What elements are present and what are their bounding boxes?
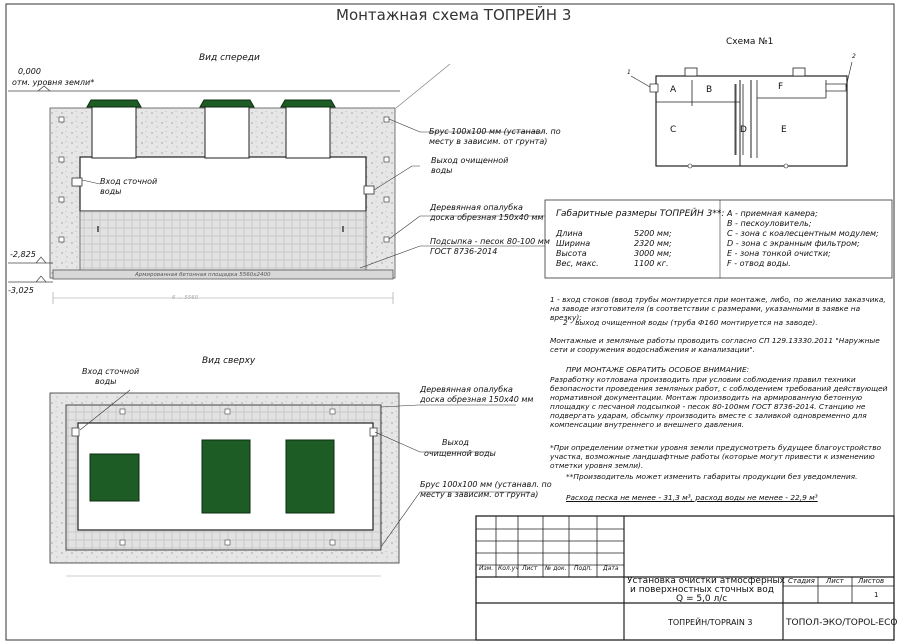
front-inlet-label-2: воды (100, 187, 122, 196)
level-2825: -2,825 (10, 250, 36, 259)
scheme-zone-e: E (781, 125, 787, 135)
top-formwork-label-1: Деревянная опалубка (420, 385, 513, 394)
scheme-zone-f: F (778, 82, 784, 92)
top-view-heading: Вид сверху (202, 356, 256, 366)
note-standards: Монтажные и земляные работы проводить согласно СП 129.13330.2011 "Наружные сети и сооружения водоснабжения и канализации". (550, 336, 880, 355)
top-inlet-label-1: Вход сточной (82, 367, 140, 376)
top-formwork-label-2: доска обрезная 150х40 мм (420, 395, 534, 404)
stamp-name: ТОПРЕЙН/TOPRAIN 3 (668, 618, 753, 627)
top-beam-label-1: Брус 100х100 мм (устанавл. по (420, 480, 552, 489)
note-inlet: 1 - вход стоков (ввод трубы монтируется при монтаже, либо, по желанию заказчика, на заводе изготовителя (в соответствии с размерами, указанными в заявке на врезку); (550, 295, 886, 323)
dims-label-1: Ширина (556, 239, 591, 248)
front-formwork-label-2: доска обрезная 150х40 мм (430, 213, 544, 222)
hatch-plan-1 (90, 454, 139, 501)
scheme-zone-d: D (740, 125, 747, 135)
page-title: Монтажная схема ТОПРЕЙН 3 (336, 6, 572, 24)
stamp-stage: Стадия (788, 577, 815, 585)
legend-d: D - зона с экранным фильтром; (727, 239, 860, 248)
front-inlet-label-1: Вход сточной (100, 177, 158, 186)
scheme-zone-a: A (670, 85, 677, 95)
front-view-heading: Вид спереди (199, 53, 260, 63)
legend-b: B - пескоуловитель; (727, 219, 812, 228)
note-attention-body: Разработку котлована производить при условии соблюдения правил техники безопасности проведения земляных работ, с соблюдением требований действующей нормативной документации. Монтаж производить на армированную бетонную площадку с песчаной подсыпкой - песок 80-100мм ГОСТ 8736-2014. Станцию не подвергать ударам, обсыпку производить вместе с заливкой одновременно для компенсации внутреннего и внешнего давления. (550, 375, 888, 430)
legend-c: C - зона с коалесцентным модулем; (727, 229, 879, 238)
scheme-zone-b: B (706, 85, 713, 95)
note-outlet: 2 - выход очищенной воды (труба Ф160 монтируется на заводе). (563, 318, 818, 327)
dims-label-2: Высота (556, 249, 587, 258)
front-formwork-label-1: Деревянная опалубка (430, 203, 523, 212)
front-outlet-label-1: Выход очищенной (431, 156, 509, 165)
note-manufacturer: **Производитель может изменить габариты продукции без уведомления. (566, 472, 858, 481)
level-3025: -3,025 (8, 286, 34, 295)
stamp-col-izm: Изм. (479, 565, 494, 572)
stamp-project-2: и поверхностных сточных вод (630, 585, 774, 595)
stamp-project-3: Q = 5,0 л/с (676, 594, 728, 604)
note-ground-level: *При определении отметки уровня земли предусмотреть будущее благоустройство участка, возможные ландшафтные работы (которые могут привести к изменению отметки уровня земли). (550, 443, 882, 471)
hatch-cover-2 (200, 100, 254, 107)
stamp-code: ТОПОЛ-ЭКО/TOPOL-ECO (786, 618, 898, 628)
sand-backfill (80, 211, 366, 271)
front-bottom-dim: 6 ... 5560 (172, 295, 199, 301)
scheme-pipe-2: 2 (852, 53, 856, 60)
note-attention-heading: ПРИ МОНТАЖЕ ОБРАТИТЬ ОСОБОЕ ВНИМАНИЕ: (566, 365, 750, 374)
stamp-sheet: Лист (826, 577, 844, 585)
stamp-col-podp: Подп. (574, 565, 593, 572)
stamp-project-1: Установка очистки атмосферных (627, 576, 785, 586)
dims-heading: Габаритные размеры ТОПРЕЙН 3**: (556, 209, 725, 219)
slab-label: Армированная бетонная площадка 5560х2400 (135, 272, 271, 278)
dims-label-0: Длина (556, 229, 583, 238)
scheme-zone-c: C (670, 125, 677, 135)
hatch-cover-1 (87, 100, 141, 107)
stamp-sheets: Листов (858, 577, 885, 585)
dims-label-3: Вес, макс. (556, 259, 599, 268)
stamp-sheets-value: 1 (874, 591, 879, 599)
front-beam-label-2: месту в зависим. от грунта) (429, 137, 548, 146)
stamp-col-list: Лист (522, 565, 538, 572)
front-beam-label-1: Брус 100х100 мм (устанавл. по (429, 127, 561, 136)
legend-a: A - приемная камера; (727, 209, 818, 218)
stamp-col-date: Дата (603, 565, 619, 572)
front-view (8, 64, 548, 304)
dims-value-1: 2320 мм; (634, 239, 672, 248)
scheme-1 (631, 62, 852, 168)
stamp-col-kol: Кол.уч (498, 565, 519, 572)
front-sand-label-1: Подсыпка - песок 80-100 мм (430, 237, 550, 246)
top-inlet-label-2: воды (95, 377, 117, 386)
legend-f: F - отвод воды. (727, 259, 791, 268)
hatch-plan-2 (202, 440, 250, 513)
scheme-heading: Схема №1 (726, 37, 774, 47)
front-outlet-label-2: воды (431, 166, 453, 175)
scheme-pipe-1: 1 (627, 69, 631, 76)
level-zero-label: отм. уровня земли* (12, 78, 95, 87)
top-outlet-label-1: Выход (442, 438, 469, 447)
legend-e: E - зона тонкой очистки; (727, 249, 831, 258)
front-sand-label-2: ГОСТ 8736-2014 (430, 247, 498, 256)
dims-value-3: 1100 кг. (634, 259, 669, 268)
top-outlet-label-2: очищенной воды (424, 449, 496, 458)
hatch-cover-3 (281, 100, 335, 107)
stamp-col-doc: № док. (545, 565, 567, 572)
dims-value-2: 3000 мм; (634, 249, 672, 258)
dims-value-0: 5200 мм; (634, 229, 672, 238)
note-consumption: Расход песка не менее - 31,3 м³, расход воды не менее - 22,9 м³ (566, 493, 818, 502)
level-zero-value: 0,000 (18, 67, 41, 76)
top-beam-label-2: месту в зависим. от грунта) (420, 490, 539, 499)
hatch-plan-3 (286, 440, 334, 513)
